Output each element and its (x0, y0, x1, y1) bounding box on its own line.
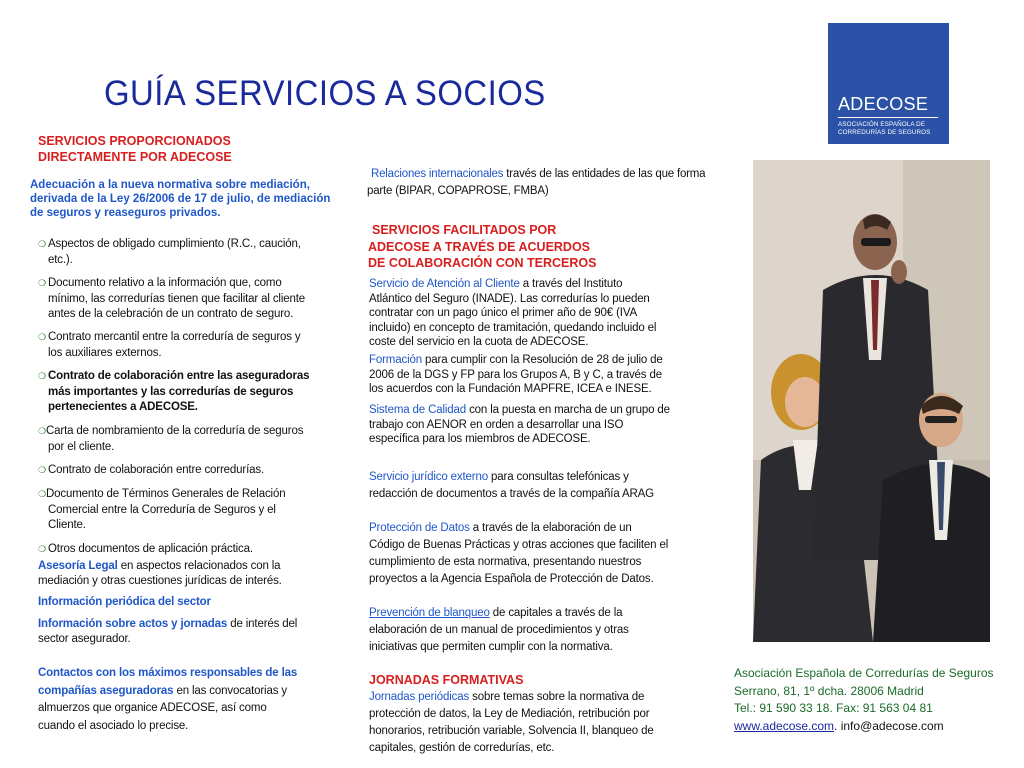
page-title: GUÍA SERVICIOS A SOCIOS (104, 74, 546, 113)
address: Serrano, 81, 1º dcha. 28006 Madrid (734, 683, 924, 698)
datos-text: cumplimiento de esta normativa, presentando nuestros (369, 556, 642, 568)
sac-text: a través del Instituto (519, 278, 623, 290)
sac-label: Servicio de Atención al Cliente (369, 278, 520, 290)
blanqueo-label: Prevención de blanqueo (369, 607, 490, 619)
heading-line: ADECOSE A TRAVÉS DE ACUERDOS (368, 239, 591, 254)
formacion-text: 2006 de la DGS y FP para los Grupos A, B y C, a través de (369, 368, 662, 381)
bullet-icon: ❍ (38, 489, 46, 499)
asesoria-text: mediación y otras cuestiones jurídicas de interés. (38, 574, 282, 587)
jornadas-text: protección de datos, la Ley de Mediación, retribución por (369, 708, 650, 720)
jornadas-text: sobre temas sobre la normativa de (469, 691, 645, 703)
relaciones-text: través de las entidades de las que forma (503, 168, 706, 180)
adecose-logo (828, 23, 949, 144)
logo-subtitle (838, 121, 930, 136)
jornadas-text: capitales, gestión de corredurías, etc. (369, 742, 555, 754)
list-item-text: Otros documentos de aplicación práctica. (48, 543, 253, 555)
datos-text: Código de Buenas Prácticas y otras acciones que faciliten el (369, 539, 669, 551)
info-periodica: Información periódica del sector (38, 596, 211, 608)
logo-name: ADECOSE (838, 94, 929, 114)
servicio-atencion-cliente (369, 277, 699, 350)
left-intro (30, 178, 330, 220)
logo-divider (838, 117, 938, 118)
bullet-icon: ❍ (38, 465, 46, 475)
calidad-label: Sistema de Calidad (369, 404, 467, 416)
heading-line: DIRECTAMENTE POR ADECOSE (38, 150, 232, 164)
calidad-text: específica para los miembros de ADECOSE. (369, 433, 591, 445)
bullet-icon: ❍ (38, 332, 46, 342)
list-item-text: pertenecientes a ADECOSE. (48, 401, 198, 413)
list-item-text: etc.). (48, 253, 73, 266)
info-actos-text: de interés del (227, 618, 298, 630)
datos-text: proyectos a la Agencia Española de Protección de Datos. (369, 573, 654, 585)
bullet-list-item (38, 487, 338, 534)
left-section-heading (38, 133, 232, 165)
calidad-text: trabajo con AENOR en orden a desarrollar una ISO (369, 418, 624, 431)
photo-illustration (753, 160, 990, 642)
bullet-list-item (38, 542, 338, 558)
datos-text: a través de la elaboración de un (469, 522, 632, 534)
heading-line: DE COLABORACIÓN CON TERCEROS (368, 256, 597, 270)
list-item-text: Aspectos de obligado cumplimiento (R.C., caución, (48, 238, 301, 250)
bullet-list-item (38, 424, 338, 455)
jornadas-periodicas (369, 689, 699, 757)
list-item-text: Carta de nombramiento de la correduría de seguros (46, 425, 304, 437)
jornadas-text: honorarios, retribución variable, Solvencia II, blanqueo de (369, 725, 654, 737)
juridico-text: redacción de documentos a través de la compañía ARAG (369, 488, 654, 500)
heading-line: SERVICIOS FACILITADOS POR (372, 223, 557, 237)
bullet-list-item (38, 237, 338, 268)
list-item-text: por el cliente. (48, 440, 115, 453)
prevencion-blanqueo (369, 605, 699, 656)
blanqueo-text: de capitales a través de la (489, 607, 623, 619)
logo-subtitle-line: ASOCIACIÓN ESPAÑOLA DE (838, 121, 926, 128)
bullet-icon: ❍ (38, 278, 46, 288)
list-item-text: mínimo, las corredurías tienen que facilitar al cliente (48, 292, 306, 305)
list-item-text: más importantes y las corredurías de seguros (48, 385, 294, 398)
bullet-icon: ❍ (38, 371, 46, 381)
sac-text: coste del servicio en la cuota de ADECOSE. (369, 336, 589, 348)
proteccion-datos (369, 520, 699, 588)
email-text: . info@adecose.com (834, 718, 944, 733)
contactos-label: Contactos con los máximos responsables de las (38, 667, 298, 679)
asesoria-text: en aspectos relacionados con la (117, 560, 281, 572)
jornadas-heading: JORNADAS FORMATIVAS (369, 673, 524, 687)
heading-line: SERVICIOS PROPORCIONADOS (38, 134, 231, 148)
list-item-text: Comercial entre la Correduría de Seguros y el (48, 503, 276, 516)
business-people-photo (753, 160, 990, 642)
logo-subtitle-line: CORREDURÍAS DE SEGUROS (838, 128, 931, 136)
datos-label: Protección de Datos (369, 522, 470, 534)
bullet-list-item (38, 276, 338, 323)
sac-text: Atlántico del Seguro (INADE). Las corredurías lo pueden (369, 292, 650, 305)
formacion-label: Formación (369, 354, 422, 366)
intro-line: Adecuación a la nueva normativa sobre mediación, (30, 179, 310, 191)
contact-footer (734, 665, 994, 735)
formacion-text: los acuerdos con la Fundación MAPFRE, ICEA e INESE. (369, 383, 652, 395)
bullet-icon: ❍ (38, 426, 46, 436)
relaciones-label: Relaciones internacionales (371, 168, 504, 180)
formacion-text: para cumplir con la Resolución de 28 de julio de (421, 354, 663, 366)
sac-text: incluido) en concepto de tramitación, quedando incluido el (369, 321, 657, 334)
list-item-text: Contrato de colaboración entre corredurías. (48, 464, 265, 476)
middle-section-heading (368, 222, 596, 272)
list-item-text: Contrato de colaboración entre las aseguradoras (48, 370, 310, 382)
juridico-label: Servicio jurídico externo (369, 471, 488, 483)
contactos (38, 665, 338, 735)
juridico-text: para consultas telefónicas y (487, 471, 629, 483)
formacion (369, 353, 699, 397)
blanqueo-text: iniciativas que permiten cumplir con la normativa. (369, 641, 613, 653)
info-actos-label: Información sobre actos y jornadas (38, 618, 228, 630)
website-link[interactable]: www.adecose.com (734, 718, 835, 733)
association-name: Asociación Española de Corredurías de Seguros (734, 666, 994, 680)
info-actos (38, 617, 338, 646)
blanqueo-text: elaboración de un manual de procedimientos y otras (369, 624, 629, 636)
list-item-text: antes de la celebración de un contrato de seguro. (48, 308, 294, 320)
relaciones-text: parte (BIPAR, COPAPROSE, FMBA) (367, 184, 549, 197)
intro-line: de seguros y reaseguros privados. (30, 207, 221, 219)
list-item-text: los auxiliares externos. (48, 346, 162, 359)
asesoria-legal (38, 559, 338, 588)
list-item-text: Documento de Términos Generales de Relación (46, 488, 286, 500)
contactos-text: almuerzos que organice ADECOSE, así como (38, 702, 267, 714)
phone-fax: Tel.: 91 590 33 18. Fax: 91 563 04 81 (734, 701, 933, 715)
bullet-list-item (38, 330, 338, 361)
contactos-label: compañías aseguradoras (38, 684, 174, 697)
intro-line: derivada de la Ley 26/2006 de 17 de julio, de mediación (30, 193, 331, 205)
servicio-juridico (369, 469, 699, 503)
asesoria-label: Asesoría Legal (38, 560, 118, 572)
jornadas-label: Jornadas periódicas (369, 691, 470, 703)
bullet-icon: ❍ (38, 239, 46, 249)
bullet-list-item (38, 463, 338, 479)
contactos-text: cuando el asociado lo precise. (38, 719, 189, 732)
list-item-text: Contrato mercantil entre la correduría de seguros y (48, 331, 301, 343)
list-item-text: Cliente. (48, 519, 86, 531)
sistema-calidad (369, 403, 699, 447)
sac-text: contratar con un pago único el primer año de 90€ (IVA (369, 307, 638, 319)
contactos-text: en las convocatorias y (173, 684, 287, 697)
list-item-text: Documento relativo a la información que, como (48, 277, 282, 289)
bullet-icon: ❍ (38, 544, 46, 554)
relaciones-internacionales (367, 166, 747, 199)
info-actos-text: sector asegurador. (38, 632, 131, 645)
bullet-list-item (38, 369, 338, 416)
calidad-text: con la puesta en marcha de un grupo de (466, 404, 670, 416)
